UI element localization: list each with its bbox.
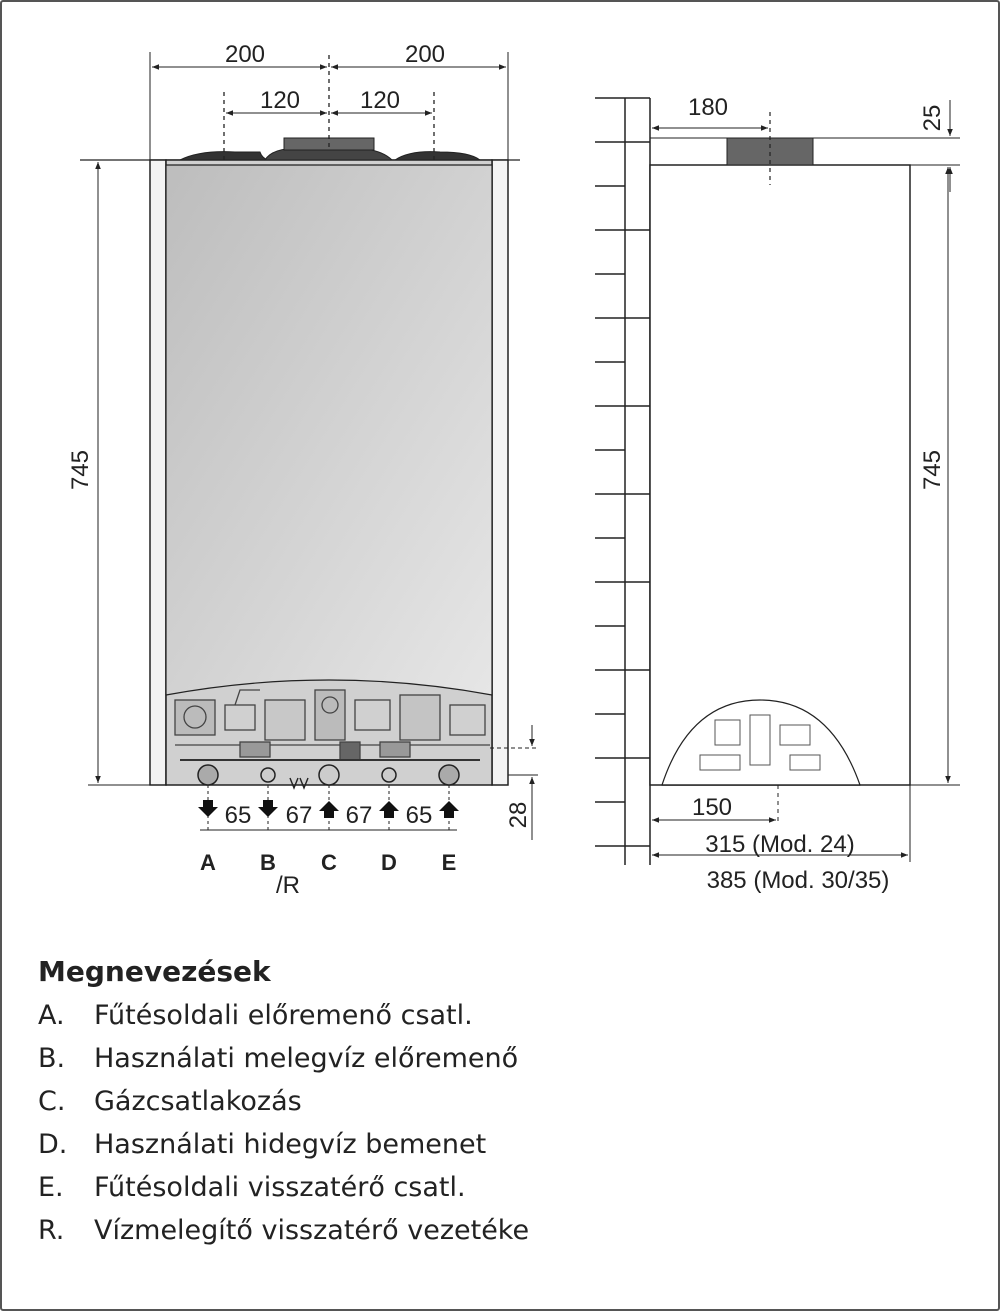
- dim-spacing-cd: 67: [345, 802, 373, 829]
- dim-width-left: 200: [224, 41, 266, 68]
- legend-text: Fűtésoldali előremenő csatl.: [94, 1000, 473, 1031]
- legend-text: Fűtésoldali visszatérő csatl.: [94, 1172, 466, 1203]
- dim-spacing-ab: 65: [224, 802, 252, 829]
- dim-flue-offset: 180: [687, 94, 729, 121]
- legend-key: C.: [38, 1086, 66, 1117]
- connection-label: C: [321, 850, 337, 875]
- dim-height-side: 745: [919, 449, 946, 491]
- legend-item: [38, 1037, 938, 1080]
- legend-key: R.: [38, 1215, 65, 1246]
- arrow-down-icon: [198, 800, 218, 817]
- arrow-up-icon: [319, 801, 339, 818]
- dim-inner-right: 120: [359, 87, 401, 114]
- legend-item: [38, 1123, 938, 1166]
- dim-depth-mod30: 385 (Mod. 30/35): [706, 867, 890, 894]
- connection-label: B: [260, 850, 276, 875]
- legend-item: [38, 994, 938, 1037]
- legend-key: A.: [38, 1000, 65, 1031]
- legend-text: Használati hidegvíz bemenet: [94, 1129, 487, 1160]
- arrow-up-icon: [439, 801, 459, 818]
- arrow-up-icon: [379, 801, 399, 818]
- dim-bottom-150: 150: [691, 794, 733, 821]
- legend-text: Használati melegvíz előremenő: [94, 1043, 519, 1074]
- legend-key: B.: [38, 1043, 66, 1074]
- dim-bottom-offset: 28: [505, 801, 532, 829]
- dim-inner-left: 120: [259, 87, 301, 114]
- front-view: [80, 52, 538, 840]
- legend-item: [38, 1209, 938, 1252]
- legend: [38, 955, 938, 1252]
- dim-top-clearance: 25: [919, 104, 946, 132]
- legend-item: [38, 1080, 938, 1123]
- dim-height-front: 745: [67, 449, 94, 491]
- legend-item: [38, 1166, 938, 1209]
- legend-text: Vízmelegítő visszatérő vezetéke: [94, 1215, 530, 1246]
- arrow-down-icon: [258, 800, 278, 817]
- side-view: [595, 98, 960, 865]
- boiler-side: [650, 165, 910, 785]
- wall: [595, 98, 650, 865]
- legend-text: Gázcsatlakozás: [94, 1086, 302, 1117]
- connection-label: A: [200, 850, 216, 875]
- dim-spacing-de: 65: [405, 802, 433, 829]
- connection-label: E: [441, 850, 457, 875]
- connection-label: D: [381, 850, 397, 875]
- legend-title: Megnevezések: [38, 955, 271, 988]
- dim-depth-mod24: 315 (Mod. 24): [705, 831, 855, 858]
- dim-spacing-bc: 67: [285, 802, 313, 829]
- front-panel: [166, 165, 492, 695]
- dim-width-right: 200: [404, 41, 446, 68]
- legend-key: E.: [38, 1172, 64, 1203]
- connection-label-r: /R: [276, 872, 300, 899]
- legend-key: D.: [38, 1129, 68, 1160]
